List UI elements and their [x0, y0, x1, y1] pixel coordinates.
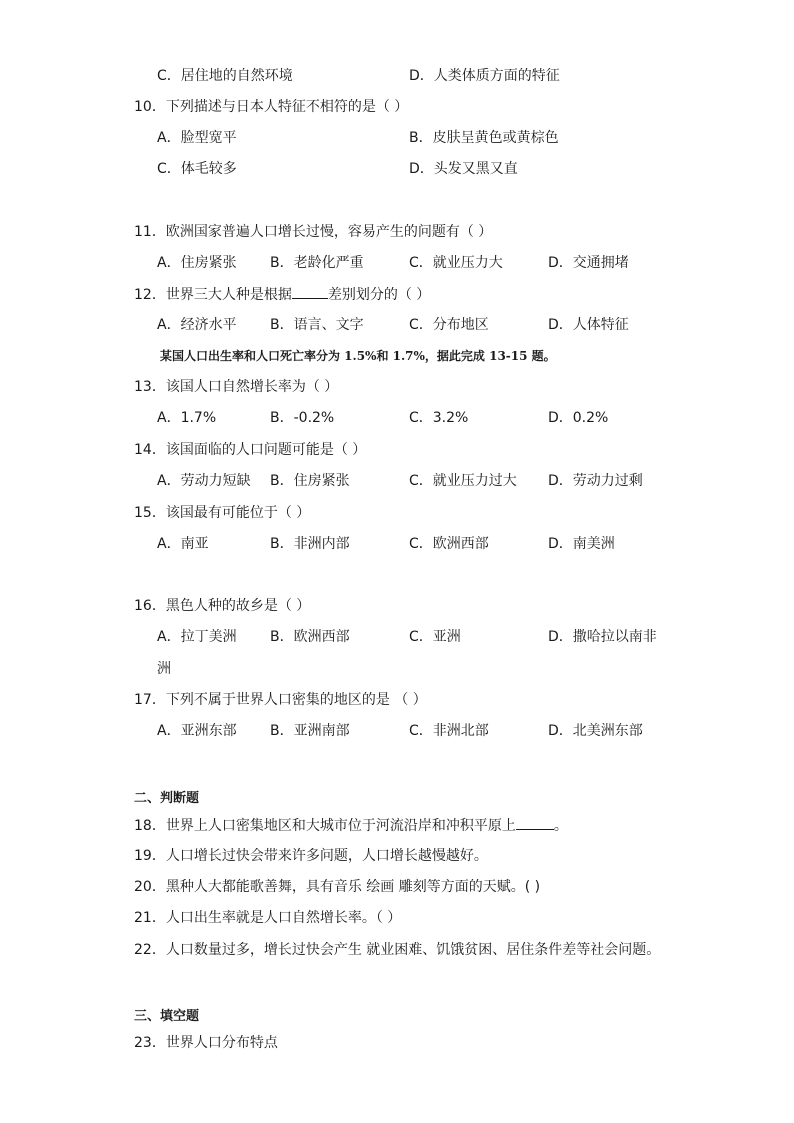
q11-option-a: A．住房紧张 — [157, 255, 237, 271]
q10-option-b: B．皮肤呈黄色或黄棕色 — [409, 130, 559, 146]
q11-stem: 11．欧洲国家普遍人口增长过慢，容易产生的问题有（ ） — [134, 224, 493, 240]
q18-stem — [134, 815, 568, 836]
q16-option-d: D．撒哈拉以南非 — [548, 629, 657, 645]
q10-option-c: C．体毛较多 — [157, 161, 237, 177]
q11-option-b: B．老龄化严重 — [270, 255, 364, 271]
q16-option-c: C．亚洲 — [409, 629, 461, 645]
q14-option-d: D．劳动力过剩 — [548, 473, 643, 489]
q18-blank — [516, 815, 554, 830]
q16-option-d-continued: 洲 — [157, 661, 171, 677]
q13-option-c: C．3.2% — [409, 410, 469, 426]
q14-stem: 14．该国面临的人口问题可能是（ ） — [134, 442, 367, 458]
q16-stem: 16．黑色人种的故乡是（ ） — [134, 598, 311, 614]
q14-option-b: B．住房紧张 — [270, 473, 350, 489]
q19-stem: 19．人口增长过快会带来许多问题，人口增长越慢越好。 — [134, 848, 488, 864]
q9-option-d: D．人类体质方面的特征 — [409, 68, 560, 84]
q9-option-c: C．居住地的自然环境 — [157, 68, 293, 84]
q20-stem: 20．黑种人大都能歌善舞，具有音乐 绘画 雕刻等方面的天赋。( ) — [134, 879, 541, 895]
q14-option-c: C．就业压力过大 — [409, 473, 517, 489]
q17-option-a: A．亚洲东部 — [157, 723, 237, 739]
q23-stem: 23．世界人口分布特点 — [134, 1035, 278, 1051]
q12-option-b: B．语言、文字 — [270, 317, 364, 333]
q17-option-c: C．非洲北部 — [409, 723, 489, 739]
q16-option-a: A．拉丁美洲 — [157, 629, 237, 645]
q13-option-d: D．0.2% — [548, 410, 609, 426]
q11-option-c: C．就业压力大 — [409, 255, 503, 271]
q18-before: 18．世界上人口密集地区和大城市位于河流沿岸和冲积平原上 — [134, 818, 516, 834]
section-judgement-heading: 二、判断题 — [134, 791, 200, 806]
q17-option-d: D．北美洲东部 — [548, 723, 643, 739]
q12-stem-before: 12．世界三大人种是根据 — [134, 287, 292, 303]
q17-stem: 17．下列不属于世界人口密集的地区的是 （ ） — [134, 692, 427, 708]
q15-option-a: A．南亚 — [157, 536, 209, 552]
q11-option-d: D．交通拥堵 — [548, 255, 629, 271]
q12-stem — [134, 284, 430, 305]
q21-stem: 21．人口出生率就是人口自然增长率。（ ） — [134, 910, 402, 926]
q12-option-c: C．分布地区 — [409, 317, 489, 333]
q13-option-a: A．1.7% — [157, 410, 217, 426]
q15-option-c: C．欧洲西部 — [409, 536, 489, 552]
q17-option-b: B．亚洲南部 — [270, 723, 350, 739]
q12-option-a: A．经济水平 — [157, 317, 237, 333]
q15-option-d: D．南美洲 — [548, 536, 615, 552]
section-fill-heading: 三、填空题 — [134, 1009, 200, 1024]
q15-option-b: B．非洲内部 — [270, 536, 350, 552]
q14-option-a: A．劳动力短缺 — [157, 473, 251, 489]
q13-option-b: B．-0.2% — [270, 410, 335, 426]
q13-stem: 13．该国人口自然增长率为（ ） — [134, 379, 339, 395]
q12-stem-after: 差别划分的（ ） — [327, 287, 431, 303]
group-note: 某国人口出生率和人口死亡率分为 1.5%和 1.7%，据此完成 13-15 题。 — [160, 349, 556, 363]
q18-after: 。 — [553, 818, 568, 834]
q16-option-b: B．欧洲西部 — [270, 629, 350, 645]
q10-stem: 10．下列描述与日本人特征不相符的是（ ） — [134, 99, 409, 115]
q10-option-d: D．头发又黑又直 — [409, 161, 518, 177]
q22-stem: 22．人口数量过多，增长过快会产生 就业困难、饥饿贫困、居住条件差等社会问题。 — [134, 942, 661, 958]
q12-option-d: D．人体特征 — [548, 317, 629, 333]
q15-stem: 15．该国最有可能位于（ ） — [134, 505, 311, 521]
q10-option-a: A．脸型宽平 — [157, 130, 237, 146]
q12-blank — [292, 284, 328, 299]
